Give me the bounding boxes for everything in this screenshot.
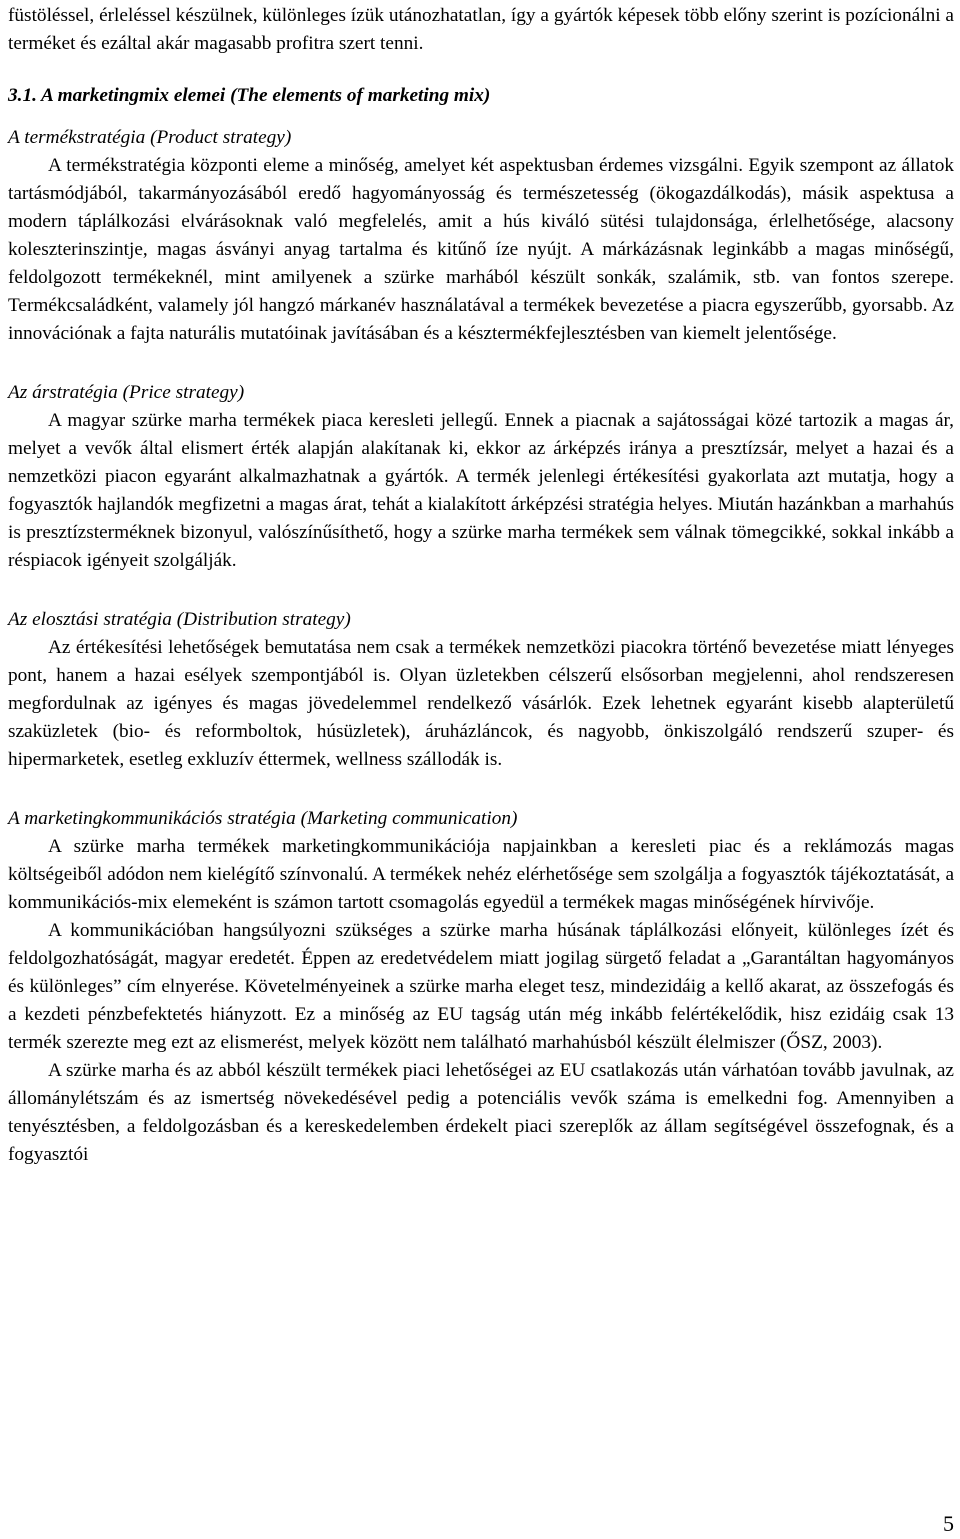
communication-section: [8, 805, 954, 1169]
intro-paragraph: füstöléssel, érleléssel készülnek, különleges ízük utánozhatatlan, így a gyártók képesek több előny szerint is pozícionálni a terméket és ezáltal akár magasabb profitra szert tenni.: [8, 5, 954, 54]
page-number: 5: [943, 1511, 954, 1536]
document-page: [8, 2, 954, 1169]
price-strategy-paragraph: A magyar szürke marha termékek piaca keresleti jellegű. Ennek a piacnak a sajátosságai közé tartozik a magas ár, melyet a vevők által elismert érték alapján alakítanak ki, ekkor az árképzés iránya a presztízsár, melyet a hazai és a nemzetközi piacon egyaránt alkalmazhatnak a gyártók. A termék jelenlegi értékesítési gyakorlata azt mutatja, hogy a fogyasztók hajlandók megfizetni a magas árat, tehát a kialakított árképzési stratégia helyes. Miután hazánkban a marhahús is presztízsterméknek bizonyul, valószínűsíthető, hogy a szürke marha termékek sem válnak tömegcikké, sokkal inkább a réspiacok igényeit szolgálják.: [8, 410, 954, 571]
distribution-strategy-heading: Az elosztási stratégia (Distribution strategy): [8, 609, 351, 630]
communication-paragraph-1: A szürke marha termékek marketingkommunikációja napjainkban a keresleti piac és a reklámozás magas költségeiből adódon nem kielégítő színvonalú. A termékek nehéz elérhetősége sem szolgálja a fogyasztók tájékoztatását, a kommunikációs-mix elemeként is számon tartott csomagolás egyedül a termékek magas minőségének hírvivője.: [8, 836, 954, 913]
product-section: [8, 124, 954, 348]
communication-paragraph-3: A szürke marha és az abból készült termékek piaci lehetőségei az EU csatlakozás után várhatóan tovább javulnak, az állománylétszám és az ismertség növekedésével pedig a potenciális vevők száma is emelkedni fog. Amennyiben a tenyésztésben, a feldolgozásban és a kereskedelemben érdekelt piaci szereplők az állam segítségével összefognak, és a fogyasztói: [8, 1060, 954, 1165]
communication-strategy-heading: A marketingkommunikációs stratégia (Marketing communication): [8, 808, 518, 829]
section-heading: 3.1. A marketingmix elemei (The elements of marketing mix): [8, 85, 491, 106]
communication-paragraph-2: A kommunikációban hangsúlyozni szükséges a szürke marha húsának táplálkozási előnyeit, különleges ízét és feldolgozhatóságát, magyar eredetét. Éppen az eredetvédelem miatt jogilag sürgető feladat a „Garantáltan hagyományos és különleges” cím elnyerése. Követelményeinek a szürke marha eleget tesz, mindezidáig a kellő akarat, az összefogás és a kezdeti pénzbefektetés hiányzott. Ez a minőség az EU tagság után még inkább felértékelődik, hisz ezidáig csak 13 termék szerezte meg ezt az elismerést, melyek között nem található marhahúsból készült élelmiszer (ŐSZ, 2003).: [8, 920, 954, 1053]
distribution-section: [8, 606, 954, 774]
price-section: [8, 379, 954, 575]
product-strategy-heading: A termékstratégia (Product strategy): [8, 127, 292, 148]
price-strategy-heading: Az árstratégia (Price strategy): [8, 382, 245, 403]
product-strategy-paragraph: A termékstratégia központi eleme a minőség, amelyet két aspektusban érdemes vizsgálni. Egyik szempont az állatok tartásmódjából, takarmányozásából eredő hagyományosság és természetesség (ökogazdálkodás), másik aspektusa a modern táplálkozási elvárásoknak való megfelelés, amit a hús kiváló sütési tulajdonsága, érlelhetősége, alacsony koleszterinszintje, magas ásványi anyag tartalma és kitűnő íze nyújt. A márkázásnak leginkább a magas minőségű, feldolgozott termékeknél, mint amilyenek a szürke marhából készült sonkák, szalámik, stb. van fontos szerepe. Termékcsaládként, valamely jól hangzó márkanév használatával a termékek bevezetése a piacra egyszerűbb, gyorsabb. Az innovációnak a fajta naturális mutatóinak javításában és a késztermékfejlesztésben van kiemelt jelentősége.: [8, 155, 954, 344]
distribution-strategy-paragraph: Az értékesítési lehetőségek bemutatása nem csak a termékek nemzetközi piacokra történő bevezetése miatt lényeges pont, hanem a hazai esélyek szempontjából is. Olyan üzletekben célszerű elsősorban megjelenni, ahol rendszeresen megfordulnak az igényes és magas jövedelemmel rendelkező vásárlók. Ezek lehetnek egyaránt kisebb alapterületű szaküzletek (bio- és reformboltok, húsüzletek), áruházláncok, és nagyobb, önkiszolgáló rendszerű szuper- és hipermarketek, esetleg exkluzív éttermek, wellness szállodák is.: [8, 637, 954, 770]
